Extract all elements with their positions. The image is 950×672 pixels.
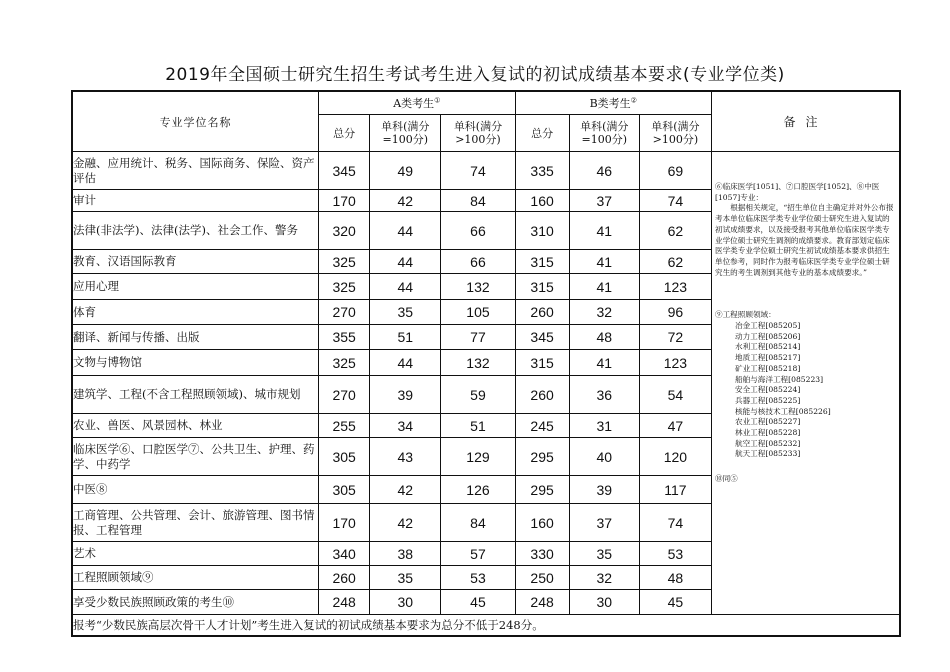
score-cell: 49 — [370, 152, 441, 190]
score-cell: 69 — [639, 152, 711, 190]
score-cell: 43 — [370, 438, 441, 476]
score-cell: 132 — [441, 350, 515, 376]
score-cell: 35 — [569, 542, 639, 566]
score-cell: 255 — [319, 414, 370, 438]
score-cell: 44 — [370, 350, 441, 376]
score-cell: 59 — [441, 376, 515, 414]
score-cell: 77 — [441, 325, 515, 350]
header-b-single-gt100: 单科(满分 >100分) — [639, 115, 711, 152]
engineering-field-item: 地质工程[085217] — [735, 353, 801, 363]
note-engineering-head: ⑨工程照顾领域： — [715, 310, 776, 320]
score-cell: 315 — [515, 274, 569, 300]
degree-name-cell: 金融、应用统计、税务、国际商务、保险、资产评估 — [72, 152, 319, 190]
header-notes: 备注 — [712, 91, 901, 152]
page-title: 2019年全国硕士研究生招生考试考生进入复试的初试成绩基本要求(专业学位类) — [165, 65, 785, 85]
score-cell: 120 — [639, 438, 711, 476]
degree-name-cell: 审计 — [72, 190, 319, 212]
score-cell: 46 — [569, 152, 639, 190]
score-cell: 44 — [370, 212, 441, 250]
header-b-single-100: 单科(满分 =100分) — [569, 115, 639, 152]
degree-name-cell: 应用心理 — [72, 274, 319, 300]
score-cell: 245 — [515, 414, 569, 438]
score-cell: 340 — [319, 542, 370, 566]
score-cell: 270 — [319, 376, 370, 414]
score-cell: 248 — [515, 590, 569, 615]
score-cell: 48 — [639, 566, 711, 590]
note-medical-body: 根据相关规定，“招生单位自主确定并对外公布报考本单位临床医学类专业学位硕士研究生进入复试的初试成绩要求，以及接受报考其他单位临床医学类专业学位硕士研究生调剂的成绩要求。教育部划定临床医学类专业学位硕士研究生初试成绩基本要求供招生单位参考，同时作为报考临床医学类专业学位硕士研究生的考生调剂到其他专业的基本成绩要求。” — [715, 203, 894, 277]
engineering-field-item: 动力工程[085206] — [735, 331, 801, 341]
score-cell: 41 — [569, 350, 639, 376]
score-cell: 126 — [441, 476, 515, 504]
score-cell: 32 — [569, 566, 639, 590]
score-cell: 62 — [639, 212, 711, 250]
score-cell: 30 — [370, 590, 441, 615]
score-cell: 315 — [515, 350, 569, 376]
header-a-total: 总分 — [319, 115, 370, 152]
degree-name-cell: 建筑学、工程(不含工程照顾领域)、城市规划 — [72, 376, 319, 414]
score-cell: 42 — [370, 504, 441, 542]
score-cell: 260 — [319, 566, 370, 590]
score-cell: 30 — [569, 590, 639, 615]
score-cell: 40 — [569, 438, 639, 476]
note-medical-head: ⑥临床医学[1051]、⑦口腔医学[1052]、⑧中医[1057]专业： — [715, 182, 880, 202]
engineering-field-item: 林业工程[085228] — [735, 428, 801, 438]
degree-name-cell: 农业、兽医、风景园林、林业 — [72, 414, 319, 438]
score-cell: 41 — [569, 212, 639, 250]
score-cell: 345 — [319, 152, 370, 190]
score-cell: 41 — [569, 250, 639, 274]
score-cell: 45 — [441, 590, 515, 615]
engineering-field-item: 航空工程[085232] — [735, 438, 801, 448]
score-cell: 248 — [319, 590, 370, 615]
score-cell: 35 — [370, 300, 441, 325]
header-group-a: A类考生① — [319, 91, 515, 115]
score-cell: 32 — [569, 300, 639, 325]
degree-name-cell: 体育 — [72, 300, 319, 325]
score-cell: 260 — [515, 300, 569, 325]
score-cell: 335 — [515, 152, 569, 190]
degree-name-cell: 法律(非法学)、法律(法学)、社会工作、警务 — [72, 212, 319, 250]
score-cell: 45 — [639, 590, 711, 615]
degree-name-cell: 工程照顾领域⑨ — [72, 566, 319, 590]
score-cell: 66 — [441, 212, 515, 250]
engineering-field-item: 农业工程[085227] — [735, 417, 801, 427]
score-cell: 54 — [639, 376, 711, 414]
engineering-field-item: 矿业工程[085218] — [735, 363, 801, 373]
score-cell: 355 — [319, 325, 370, 350]
note-medical — [712, 152, 899, 278]
engineering-field-item: 冶金工程[085205] — [735, 321, 801, 331]
score-cell: 39 — [569, 476, 639, 504]
score-cell: 74 — [441, 152, 515, 190]
header-a-single-gt100: 单科(满分 >100分) — [441, 115, 515, 152]
score-cell: 47 — [639, 414, 711, 438]
engineering-field-item: 航天工程[085233] — [735, 449, 801, 459]
engineering-field-item: 水利工程[085214] — [735, 342, 801, 352]
score-cell: 51 — [370, 325, 441, 350]
degree-name-cell: 艺术 — [72, 542, 319, 566]
score-cell: 48 — [569, 325, 639, 350]
score-cell: 53 — [639, 542, 711, 566]
score-cell: 295 — [515, 438, 569, 476]
header-a-single-100: 单科(满分 =100分) — [370, 115, 441, 152]
score-cell: 260 — [515, 376, 569, 414]
score-cell: 53 — [441, 566, 515, 590]
score-cell: 345 — [515, 325, 569, 350]
score-cell: 170 — [319, 504, 370, 542]
score-cell: 84 — [441, 504, 515, 542]
score-cell: 320 — [319, 212, 370, 250]
score-cell: 84 — [441, 190, 515, 212]
score-cell: 38 — [370, 542, 441, 566]
score-cell: 325 — [319, 274, 370, 300]
score-cell: 325 — [319, 350, 370, 376]
score-cell: 123 — [639, 274, 711, 300]
score-cell: 44 — [370, 250, 441, 274]
score-cell: 74 — [639, 190, 711, 212]
score-cell: 74 — [639, 504, 711, 542]
score-cell: 310 — [515, 212, 569, 250]
degree-name-cell: 文物与博物馆 — [72, 350, 319, 376]
score-table — [71, 90, 901, 637]
score-cell: 295 — [515, 476, 569, 504]
score-cell: 62 — [639, 250, 711, 274]
score-cell: 37 — [569, 504, 639, 542]
score-cell: 42 — [370, 190, 441, 212]
score-cell: 330 — [515, 542, 569, 566]
degree-name-cell: 中医⑧ — [72, 476, 319, 504]
score-cell: 270 — [319, 300, 370, 325]
engineering-field-item: 核能与核技术工程[085226] — [735, 406, 831, 416]
table-row — [72, 152, 900, 190]
degree-name-cell: 享受少数民族照顾政策的考生⑩ — [72, 590, 319, 615]
score-cell: 250 — [515, 566, 569, 590]
score-cell: 325 — [319, 250, 370, 274]
score-cell: 34 — [370, 414, 441, 438]
score-cell: 132 — [441, 274, 515, 300]
score-cell: 72 — [639, 325, 711, 350]
score-cell: 129 — [441, 438, 515, 476]
score-cell: 160 — [515, 504, 569, 542]
header-b-total: 总分 — [515, 115, 569, 152]
notes-cell — [712, 152, 901, 615]
score-cell: 41 — [569, 274, 639, 300]
score-cell: 42 — [370, 476, 441, 504]
score-cell: 51 — [441, 414, 515, 438]
degree-name-cell: 临床医学⑥、口腔医学⑦、公共卫生、护理、药学、中药学 — [72, 438, 319, 476]
score-cell: 305 — [319, 438, 370, 476]
header-name: 专业学位名称 — [72, 91, 319, 152]
score-cell: 123 — [639, 350, 711, 376]
score-cell: 66 — [441, 250, 515, 274]
degree-name-cell: 工商管理、公共管理、会计、旅游管理、图书情报、工程管理 — [72, 504, 319, 542]
score-cell: 39 — [370, 376, 441, 414]
degree-name-cell: 教育、汉语国际教育 — [72, 250, 319, 274]
score-cell: 170 — [319, 190, 370, 212]
score-cell: 31 — [569, 414, 639, 438]
score-cell: 117 — [639, 476, 711, 504]
header-group-b: B类考生② — [515, 91, 711, 115]
engineering-field-item: 船舶与海洋工程[085223] — [735, 374, 824, 384]
score-cell: 315 — [515, 250, 569, 274]
note-engineering — [712, 278, 899, 460]
engineering-field-item: 兵器工程[085225] — [735, 395, 801, 405]
score-cell: 305 — [319, 476, 370, 504]
score-cell: 105 — [441, 300, 515, 325]
note-same: ⑩同⑤ — [715, 474, 738, 484]
score-cell: 35 — [370, 566, 441, 590]
score-cell: 36 — [569, 376, 639, 414]
score-cell: 57 — [441, 542, 515, 566]
engineering-field-item: 安全工程[085224] — [735, 385, 801, 395]
footer-note: 报考“少数民族高层次骨干人才计划”考生进入复试的初试成绩基本要求为总分不低于248分。 — [72, 615, 900, 637]
score-cell: 37 — [569, 190, 639, 212]
score-cell: 160 — [515, 190, 569, 212]
degree-name-cell: 翻译、新闻与传播、出版 — [72, 325, 319, 350]
score-cell: 96 — [639, 300, 711, 325]
score-cell: 44 — [370, 274, 441, 300]
